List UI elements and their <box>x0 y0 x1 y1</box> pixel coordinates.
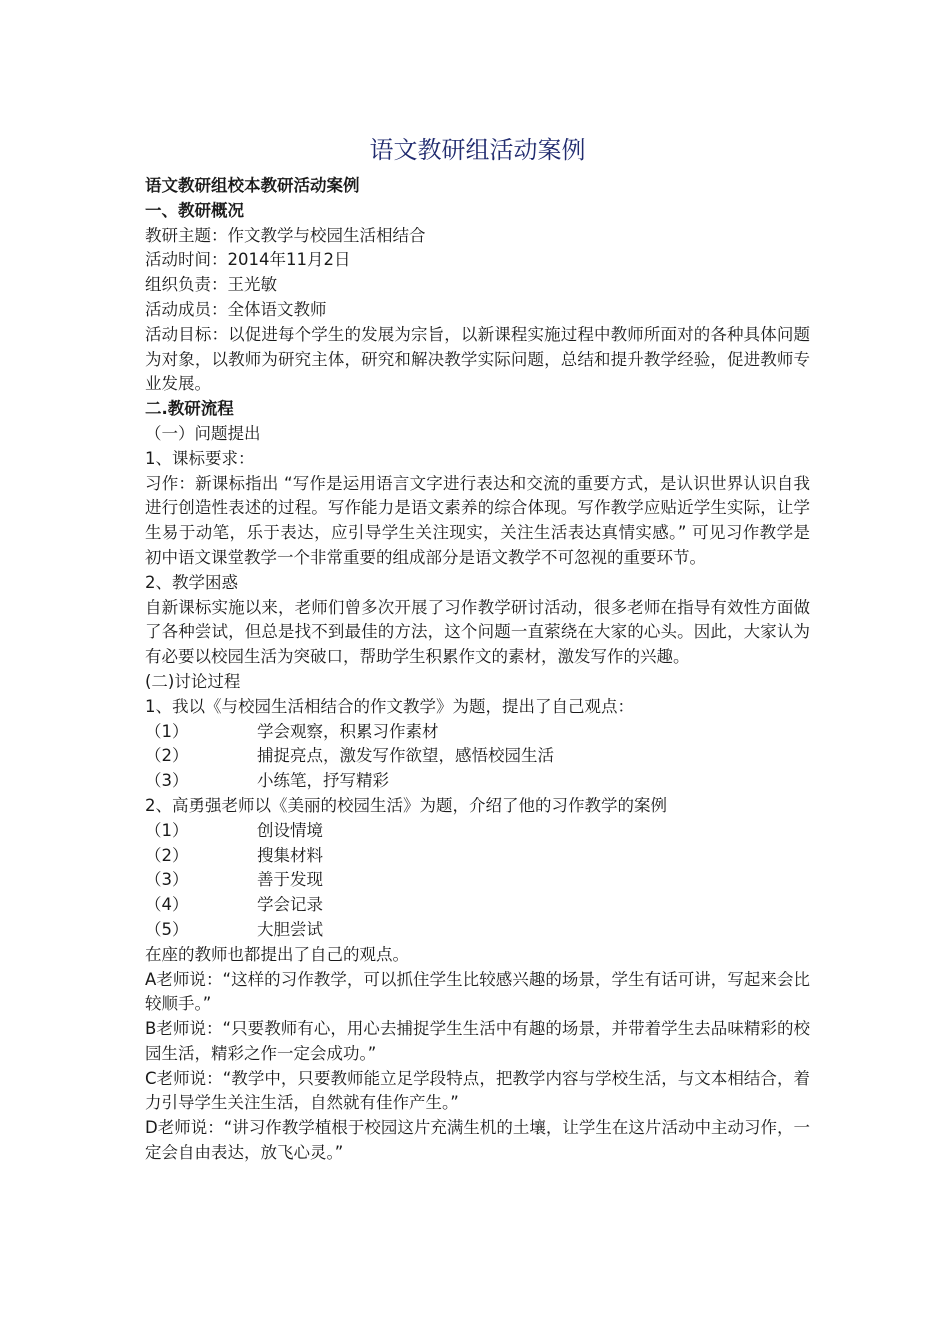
list-item-number: （2） <box>145 746 189 766</box>
list2 <box>145 819 810 943</box>
document-subtitle: 语文教研组校本教研活动案例 <box>145 176 360 195</box>
list-item-number: （2） <box>145 845 189 865</box>
section2-heading: 二.教研流程 <box>145 399 234 419</box>
list-item-text: 创设情境 <box>257 820 323 840</box>
list-item <box>145 819 810 844</box>
teacher-d-paragraph: D老师说：“讲习作教学植根于校园这片充满生机的土壤，让学生在这片活动中主动习作，一定会自由表达，放飞心灵。” <box>145 1118 810 1163</box>
others-line: 在座的教师也都提出了自己的观点。 <box>145 944 409 964</box>
list-item-number: （1） <box>145 820 189 840</box>
list-item-number: （3） <box>145 870 189 890</box>
list-item <box>145 744 810 769</box>
list-item-number: （1） <box>145 721 189 741</box>
subsection1-heading: （一）问题提出 <box>145 423 261 443</box>
list-item <box>145 868 810 893</box>
teacher-b-paragraph: B老师说：“只要教师有心，用心去捕捉学生生活中有趣的场景，并带着学生去品味精彩的校园生活，精彩之作一定会成功。” <box>145 1019 810 1063</box>
list-item-text: 捕捉亮点，激发写作欲望，感悟校园生活 <box>257 746 554 766</box>
puzzle-heading: 2、教学困惑 <box>145 572 238 592</box>
teacher-c-paragraph: C老师说：“教学中，只要教师能立足学段特点，把教学内容与学校生活，与文本相结合，着力引导学生关注生活，自然就有佳作产生。” <box>145 1068 810 1113</box>
list-item-text: 搜集材料 <box>257 845 323 865</box>
list-item <box>145 844 810 869</box>
goal-paragraph: 活动目标：以促进每个学生的发展为宗旨，以新课程实施过程中教师所面对的各种具体问题为对象，以教师为研究主体，研究和解决教学实际问题，总结和提升教学经验，促进教师专业发展。 <box>145 324 810 394</box>
point2-line: 2、高勇强老师以《美丽的校园生活》为题，介绍了他的习作教学的案例 <box>145 795 667 815</box>
point1-line: 1、我以《与校园生活相结合的作文教学》为题，提出了自己观点： <box>145 696 634 716</box>
list-item-text: 学会记录 <box>257 895 323 915</box>
list-item-text: 大胆尝试 <box>257 919 323 939</box>
list-item <box>145 720 810 745</box>
teacher-a-paragraph: A老师说：“这样的习作教学，可以抓住学生比较感兴趣的场景，学生有话可讲，写起来会比较顺手。” <box>145 969 810 1014</box>
list-item <box>145 918 810 943</box>
list-item-number: （3） <box>145 771 189 791</box>
list-item-text: 小练笔，抒写精彩 <box>257 771 389 791</box>
list-item-text: 善于发现 <box>257 870 323 890</box>
subsection2-heading: (二)讨论过程 <box>145 671 241 691</box>
list-item <box>145 769 810 794</box>
list-item-number: （4） <box>145 895 189 915</box>
document-page <box>145 130 810 1166</box>
puzzle-paragraph: 自新课标实施以来，老师们曾多次开展了习作教学研讨活动，很多老师在指导有效性方面做了各种尝试，但总是找不到最佳的方法，这个问题一直萦绕在大家的心头。因此，大家认为有必要以校园生活为突破口，帮助学生积累作文的素材，激发写作的兴趣。 <box>145 597 810 667</box>
list-item-text: 学会观察，积累习作素材 <box>257 721 439 741</box>
leader-line: 组织负责：王光敏 <box>145 275 277 295</box>
topic-line: 教研主题：作文教学与校园生活相结合 <box>145 225 426 245</box>
members-line: 活动成员：全体语文教师 <box>145 299 327 319</box>
document-title: 语文教研组活动案例 <box>369 136 586 164</box>
list-item-number: （5） <box>145 919 189 939</box>
section1-heading: 一、教研概况 <box>145 200 244 220</box>
list-item <box>145 893 810 918</box>
requirement-heading: 1、课标要求： <box>145 448 255 468</box>
time-line: 活动时间：2014年11月2日 <box>145 250 351 270</box>
requirement-paragraph: 习作：新课标指出 “写作是运用语言文字进行表达和交流的重要方式，是认识世界认识自我进行创造性表述的过程。写作能力是语文素养的综合体现。写作教学应贴近学生实际，让学生易于动笔，乐于表达，应引导学生关注现实，关注生活表达真情实感。” 可见习作教学是初中语文课堂教学一个非常重要的组成部分是语文教学不可忽视的重要环节。 <box>145 473 810 567</box>
list1 <box>145 720 810 794</box>
